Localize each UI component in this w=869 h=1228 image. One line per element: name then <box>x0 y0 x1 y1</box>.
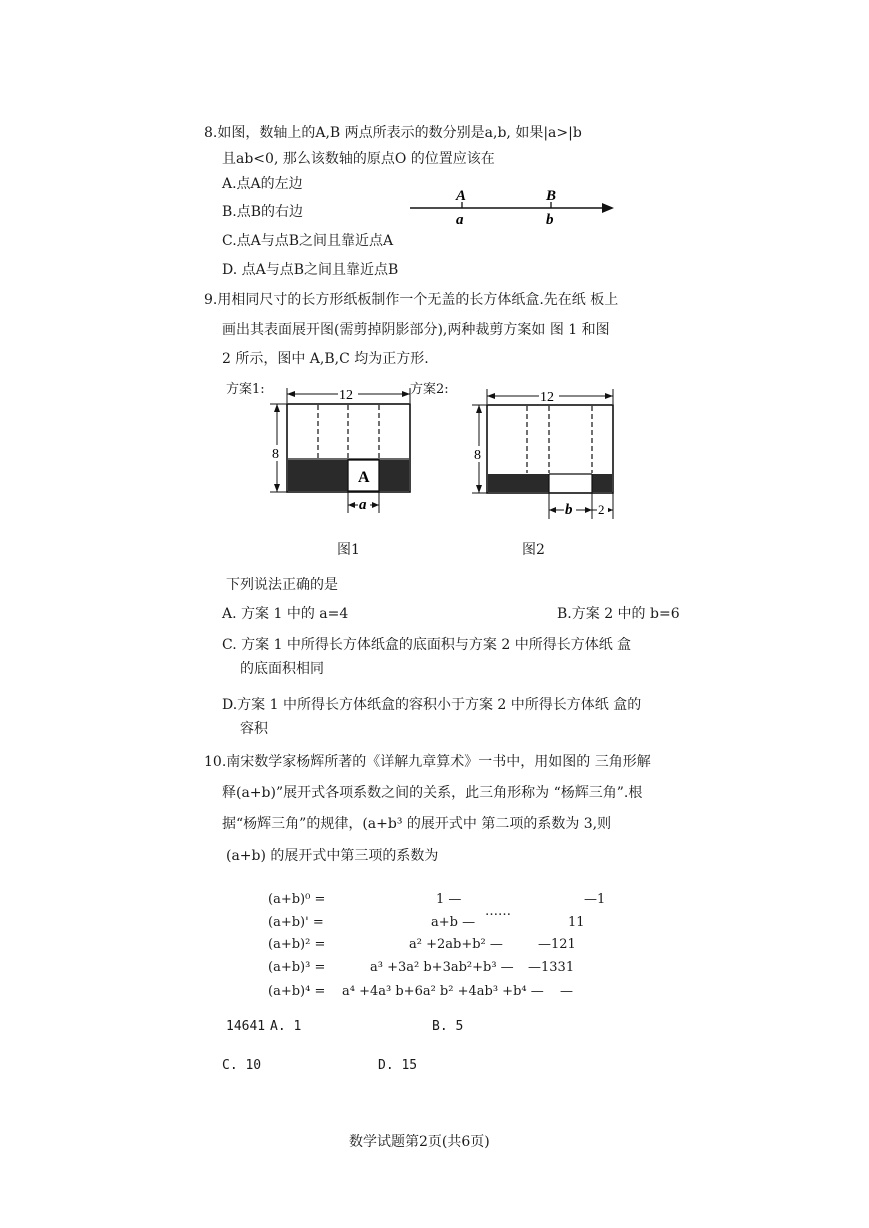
q10-option-c: C. 10 <box>222 1058 262 1073</box>
q10-option-d: D. 15 <box>378 1058 418 1073</box>
q9-stem-line1: 9.用相同尺寸的长方形纸板制作一个无盖的长方体纸盒.先在纸 板上 <box>204 292 619 308</box>
row0-left: (a+b)⁰ = <box>268 892 326 907</box>
row4-coef: — <box>560 984 573 999</box>
q9-option-c-line2: 的底面积相同 <box>240 661 324 677</box>
row1-expr: a+b — <box>431 915 476 930</box>
fig1-height-label: 8 <box>272 447 279 462</box>
q9-option-c-line1: C. 方案 1 中所得长方体纸盒的底面积与方案 2 中所得长方体纸 盒 <box>222 637 632 653</box>
row1-dots: …… <box>485 904 511 919</box>
point-b-label: B <box>546 188 557 204</box>
q9-prompt: 下列说法正确的是 <box>226 577 338 593</box>
row3-expr: a³ +3a² b+3ab²+b³ — <box>370 960 514 975</box>
page-footer: 数学试题第2页(共6页) <box>349 1134 490 1150</box>
row0-expr: 1 — <box>436 892 462 907</box>
q8-stem-line2: 且ab<0, 那么该数轴的原点O 的位置应该在 <box>222 151 495 167</box>
q10-stem-line2: 释(a+b)”展开式各项系数之间的关系，此三角形称为 “杨辉三角”.根 <box>222 785 643 801</box>
row2-expr: a² +2ab+b² — <box>409 937 503 952</box>
scheme1-label: 方案1: <box>226 382 265 397</box>
fig1-width-label: 12 <box>339 388 353 403</box>
figure-2 <box>472 388 613 519</box>
row3-coef: —1331 <box>528 960 575 975</box>
q10-option-b: B. 5 <box>432 1019 464 1034</box>
value-b-label: b <box>546 212 554 228</box>
scheme2-label: 方案2: <box>410 382 449 397</box>
q9-option-d-line1: D.方案 1 中所得长方体纸盒的容积小于方案 2 中所得长方体纸 盒的 <box>222 697 642 713</box>
q9-option-b: B.方案 2 中的 b=6 <box>557 606 680 622</box>
q10-stem-line1: 10.南宋数学家杨辉所著的《详解九章算术》一书中，用如图的 三角形解 <box>204 754 651 770</box>
fig1-caption: 图1 <box>337 542 360 558</box>
row1-left: (a+b)' = <box>268 915 324 930</box>
value-a-label: a <box>456 212 464 228</box>
q8-option-a: A.点A的左边 <box>222 176 303 192</box>
fig2-height-label: 8 <box>474 448 481 463</box>
q10-option-a: A. 1 <box>270 1019 302 1034</box>
row3-left: (a+b)³ = <box>268 960 326 975</box>
triangle-row-continued: 14641 <box>226 1019 266 1034</box>
row1-coef: 11 <box>568 915 585 930</box>
q9-stem-line2: 画出其表面展开图(需剪掉阴影部分),两种裁剪方案如 图 1 和图 <box>222 322 610 338</box>
square-a-label: A <box>358 469 370 486</box>
point-a-label: A <box>456 188 467 204</box>
fig2-dim-2-label: 2 <box>598 502 605 517</box>
q10-stem-line4: (a+b) 的展开式中第三项的系数为 <box>226 848 439 864</box>
fig2-caption: 图2 <box>522 542 545 558</box>
q9-option-d-line2: 容积 <box>240 721 268 737</box>
row4-left: (a+b)⁴ = <box>268 984 326 999</box>
q10-stem-line3: 据“杨辉三角”的规律，(a+b³ 的展开式中 第二项的系数为 3,则 <box>222 816 612 832</box>
row0-coef: —1 <box>584 892 606 907</box>
fig2-dim-b-label: b <box>565 502 573 518</box>
q8-option-b: B.点B的右边 <box>222 204 304 220</box>
q9-stem-line3: 2 所示，图中 A,B,C 均为正方形. <box>222 351 429 367</box>
fig1-dim-a-label: a <box>359 497 367 513</box>
q8-option-d: D. 点A与点B之间且靠近点B <box>222 262 399 278</box>
row2-left: (a+b)² = <box>268 937 326 952</box>
fig2-width-label: 12 <box>540 390 554 405</box>
q8-stem-line1: 8.如图，数轴上的A,B 两点所表示的数分别是a,b, 如果|a>|b <box>204 125 582 141</box>
row4-expr: a⁴ +4a³ b+6a² b² +4ab³ +b⁴ — <box>342 984 544 999</box>
q9-option-a: A. 方案 1 中的 a=4 <box>222 606 349 622</box>
q8-option-c: C.点A与点B之间且靠近点A <box>222 233 394 249</box>
figure-1 <box>270 386 410 513</box>
row2-coef: —121 <box>538 937 576 952</box>
